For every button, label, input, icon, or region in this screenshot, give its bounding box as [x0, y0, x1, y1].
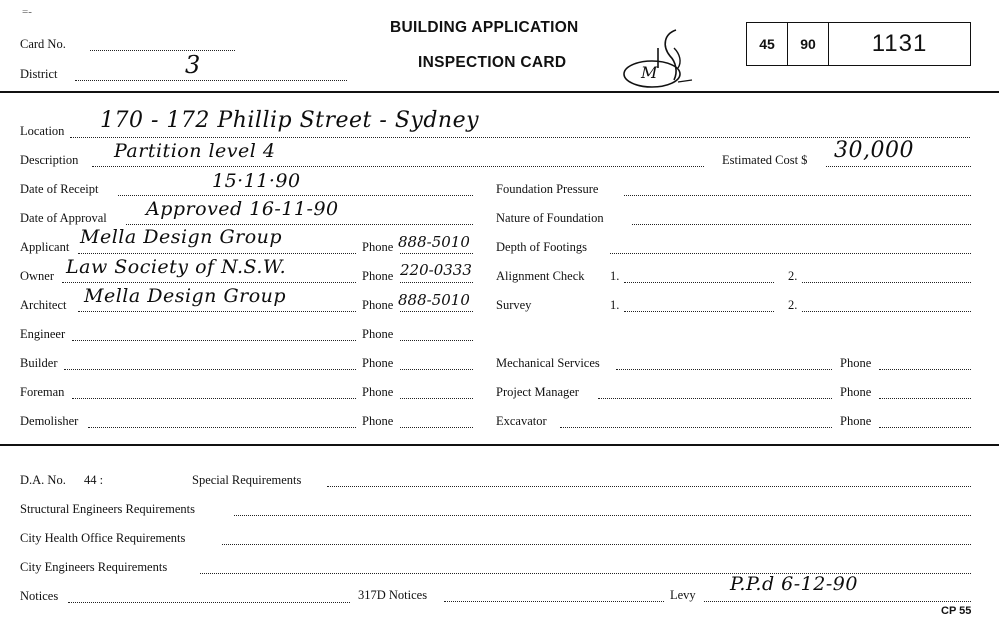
district-value: 3 — [185, 51, 201, 79]
applicant-value: Mella Design Group — [80, 226, 283, 248]
ref-box-c: 1131 — [828, 22, 971, 66]
mechanical-services-phone-label: Phone — [840, 356, 872, 370]
architect-label: Architect — [20, 298, 67, 312]
engineer-field[interactable] — [72, 340, 356, 341]
foundation-pressure-label: Foundation Pressure — [496, 182, 599, 196]
owner-label: Owner — [20, 269, 55, 283]
card-no-label: Card No. — [20, 37, 66, 51]
alignment-check-col1-label: 1. — [610, 269, 620, 283]
excavator-field[interactable] — [560, 427, 832, 428]
city-engineers-label: City Engineers Requirements — [20, 560, 168, 574]
alignment-check-col2-field[interactable] — [802, 282, 971, 283]
ref-box-a: 45 — [746, 22, 788, 66]
engineer-label: Engineer — [20, 327, 66, 341]
architect-phone-value: 888-5010 — [398, 291, 470, 309]
architect-phone-label: Phone — [362, 298, 394, 312]
mechanical-services-label: Mechanical Services — [496, 356, 600, 370]
stamp-text: M — [641, 63, 658, 82]
applicant-phone-label: Phone — [362, 240, 394, 254]
date-of-receipt-value: 15·11·90 — [212, 170, 301, 192]
estimated-cost-label: Estimated Cost $ — [722, 153, 808, 167]
card-title-line2: INSPECTION CARD — [418, 54, 567, 71]
header-divider — [0, 91, 999, 93]
district-field[interactable] — [75, 80, 347, 81]
demolisher-phone-label: Phone — [362, 414, 394, 428]
builder-phone-field[interactable] — [400, 369, 473, 370]
owner-value: Law Society of N.S.W. — [66, 256, 287, 278]
engineer-phone-field[interactable] — [400, 340, 473, 341]
levy-value: P.P.d 6-12-90 — [730, 573, 858, 595]
structural-engineers-label: Structural Engineers Requirements — [20, 502, 195, 516]
date-of-approval-value: Approved 16-11-90 — [146, 198, 339, 220]
alignment-check-col2-label: 2. — [788, 269, 798, 283]
survey-col2-field[interactable] — [802, 311, 971, 312]
location-label: Location — [20, 124, 65, 138]
description-field[interactable] — [92, 166, 704, 167]
excavator-phone-field[interactable] — [879, 427, 971, 428]
depth-of-footings-label: Depth of Footings — [496, 240, 587, 254]
stamp-mark-icon — [618, 28, 698, 98]
survey-label: Survey — [496, 298, 532, 312]
depth-of-footings-field[interactable] — [610, 253, 971, 254]
da-no-value: 44 : — [84, 473, 104, 487]
engineer-phone-label: Phone — [362, 327, 394, 341]
applicant-field[interactable] — [78, 253, 356, 254]
survey-col2-label: 2. — [788, 298, 798, 312]
card-no-field[interactable] — [90, 50, 235, 51]
architect-value: Mella Design Group — [84, 285, 287, 307]
date-of-receipt-field[interactable] — [118, 195, 473, 196]
estimated-cost-field[interactable] — [826, 166, 971, 167]
notices-317d-field[interactable] — [444, 601, 664, 602]
levy-label: Levy — [670, 588, 696, 602]
demolisher-label: Demolisher — [20, 414, 79, 428]
builder-phone-label: Phone — [362, 356, 394, 370]
special-requirements-field[interactable] — [327, 486, 971, 487]
project-manager-phone-field[interactable] — [879, 398, 971, 399]
notices-317d-label: 317D Notices — [358, 588, 428, 602]
owner-phone-label: Phone — [362, 269, 394, 283]
date-of-approval-label: Date of Approval — [20, 211, 107, 225]
applicant-phone-field[interactable] — [400, 253, 473, 254]
estimated-cost-value: 30,000 — [834, 138, 914, 163]
owner-phone-value: 220-0333 — [400, 261, 472, 279]
notices-field[interactable] — [68, 602, 350, 603]
demolisher-field[interactable] — [88, 427, 356, 428]
foreman-label: Foreman — [20, 385, 65, 399]
city-health-office-field[interactable] — [222, 544, 971, 545]
survey-col1-label: 1. — [610, 298, 620, 312]
project-manager-field[interactable] — [598, 398, 832, 399]
levy-field[interactable] — [704, 601, 971, 602]
da-no-label: D.A. No. — [20, 473, 66, 487]
city-health-office-label: City Health Office Requirements — [20, 531, 186, 545]
date-of-approval-field[interactable] — [126, 224, 473, 225]
location-value: 170 - 172 Phillip Street - Sydney — [100, 108, 480, 133]
ref-box-b: 90 — [787, 22, 829, 66]
structural-engineers-field[interactable] — [234, 515, 971, 516]
card-title-line1: BUILDING APPLICATION — [390, 19, 579, 36]
district-label: District — [20, 67, 58, 81]
corner-mark: =- — [22, 6, 32, 18]
architect-field[interactable] — [78, 311, 356, 312]
builder-label: Builder — [20, 356, 58, 370]
excavator-phone-label: Phone — [840, 414, 872, 428]
builder-field[interactable] — [64, 369, 356, 370]
survey-col1-field[interactable] — [624, 311, 774, 312]
form-code: CP 55 — [941, 605, 972, 617]
mechanical-services-field[interactable] — [616, 369, 832, 370]
owner-field[interactable] — [62, 282, 356, 283]
mechanical-services-phone-field[interactable] — [879, 369, 971, 370]
alignment-check-col1-field[interactable] — [624, 282, 774, 283]
foreman-phone-field[interactable] — [400, 398, 473, 399]
description-label: Description — [20, 153, 79, 167]
project-manager-label: Project Manager — [496, 385, 579, 399]
notices-label: Notices — [20, 589, 59, 603]
demolisher-phone-field[interactable] — [400, 427, 473, 428]
nature-of-foundation-label: Nature of Foundation — [496, 211, 604, 225]
applicant-phone-value: 888-5010 — [398, 233, 470, 251]
project-manager-phone-label: Phone — [840, 385, 872, 399]
architect-phone-field[interactable] — [400, 311, 473, 312]
foreman-phone-label: Phone — [362, 385, 394, 399]
nature-of-foundation-field[interactable] — [632, 224, 971, 225]
foreman-field[interactable] — [72, 398, 356, 399]
foundation-pressure-field[interactable] — [624, 195, 971, 196]
excavator-label: Excavator — [496, 414, 547, 428]
alignment-check-label: Alignment Check — [496, 269, 585, 283]
description-value: Partition level 4 — [114, 140, 276, 162]
section-divider — [0, 444, 999, 446]
special-requirements-label: Special Requirements — [192, 473, 302, 487]
date-of-receipt-label: Date of Receipt — [20, 182, 99, 196]
applicant-label: Applicant — [20, 240, 70, 254]
owner-phone-field[interactable] — [400, 282, 473, 283]
